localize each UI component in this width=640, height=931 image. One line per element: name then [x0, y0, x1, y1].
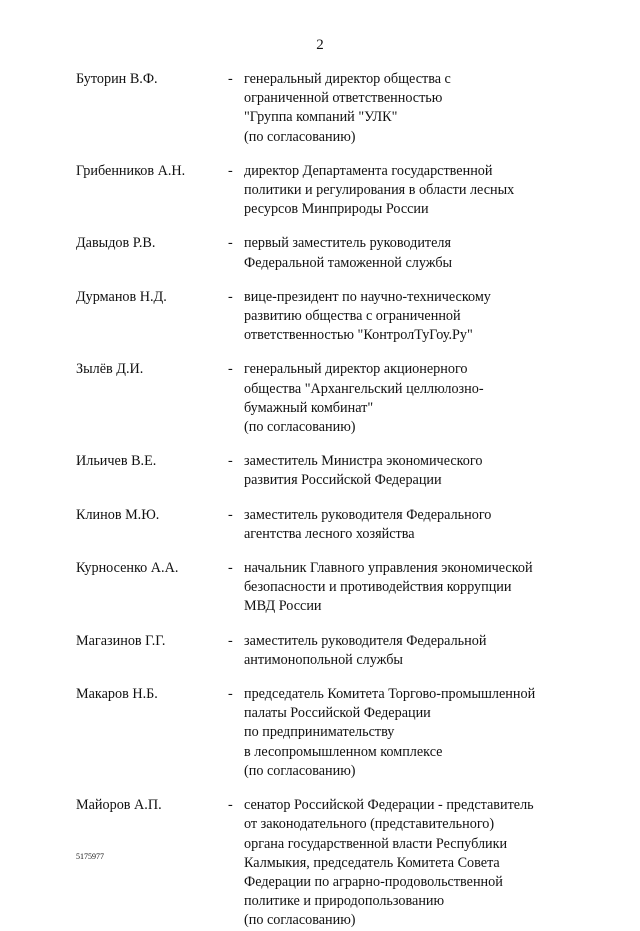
member-position [244, 360, 576, 437]
member-name: Грибенников А.Н. [76, 162, 186, 179]
position-line: ресурсов Минприроды России [244, 201, 429, 218]
position-line: генеральный директор общества с [244, 71, 451, 87]
dash-separator: - [228, 560, 233, 577]
member-name: Дурманов Н.Д. [76, 288, 167, 305]
member-position [244, 559, 576, 617]
position-line: Калмыкия, председатель Комитета Совета [244, 854, 500, 871]
member-name: Ильичев В.Е. [76, 453, 157, 470]
member-entry [76, 162, 576, 220]
member-entry [76, 506, 576, 544]
member-position [244, 162, 576, 220]
dash-separator: - [228, 235, 233, 252]
member-entry [76, 632, 576, 670]
position-line: агентства лесного хозяйства [244, 525, 415, 542]
member-position [244, 506, 576, 544]
position-line: председатель Комитета Торгово-промышленной [244, 686, 536, 703]
member-position [244, 288, 576, 346]
member-name: Зылёв Д.И. [76, 361, 144, 378]
position-line: общества "Архангельский целлюлозно- [244, 380, 484, 397]
page-number: 2 [316, 37, 324, 53]
member-name: Буторин В.Ф. [76, 71, 158, 87]
member-list [76, 70, 576, 931]
member-entry [76, 70, 576, 147]
dash-separator: - [228, 453, 233, 470]
member-name: Магазинов Г.Г. [76, 632, 166, 649]
position-line: развития Российской Федерации [244, 472, 442, 489]
dash-separator: - [228, 632, 233, 649]
member-entry [76, 452, 576, 490]
position-line: заместитель Министра экономического [244, 453, 483, 470]
member-position [244, 70, 576, 147]
position-line: МВД России [244, 598, 322, 615]
position-line: политики и регулирования в области лесных [244, 182, 515, 199]
position-line: (по согласованию) [244, 419, 356, 436]
position-line: (по согласованию) [244, 762, 356, 779]
member-name: Майоров А.П. [76, 797, 162, 814]
member-position [244, 632, 576, 670]
position-line: палаты Российской Федерации [244, 705, 431, 722]
position-line: вице-президент по научно-техническому [244, 288, 491, 305]
member-entry [76, 685, 576, 781]
position-line: Федерации по аграрно-продовольственной [244, 873, 503, 890]
position-line: заместитель руководителя Федеральной [244, 632, 487, 649]
position-line: безопасности и противодействия коррупции [244, 579, 512, 596]
position-line: антимонопольной службы [244, 651, 403, 668]
position-line: по предпринимательству [244, 724, 395, 741]
position-line: развитию общества с ограниченной [244, 308, 461, 325]
position-line: (по согласованию) [244, 128, 356, 145]
member-entry [76, 360, 576, 437]
position-line: ограниченной ответственностью [244, 90, 443, 107]
member-position [244, 685, 576, 781]
dash-separator: - [228, 162, 233, 179]
member-entry [76, 796, 576, 930]
member-name: Клинов М.Ю. [76, 506, 160, 523]
position-line: Федеральной таможенной службы [244, 254, 453, 271]
position-line: (по согласованию) [244, 912, 356, 929]
member-position [244, 452, 576, 490]
position-line: бумажный комбинат" [244, 399, 374, 416]
dash-separator: - [228, 797, 233, 814]
member-position [244, 234, 576, 272]
position-line: политике и природопользованию [244, 893, 445, 910]
member-entry [76, 288, 576, 346]
dash-separator: - [228, 361, 233, 378]
member-position [244, 796, 576, 930]
member-name: Курносенко А.А. [76, 560, 179, 577]
position-line: первый заместитель руководителя [244, 235, 452, 252]
position-line: "Группа компаний "УЛК" [244, 109, 398, 126]
position-line: от законодательного (представительного) [244, 816, 495, 833]
position-line: органа государственной власти Республики [244, 835, 508, 852]
position-line: сенатор Российской Федерации - представитель [244, 797, 534, 814]
dash-separator: - [228, 686, 233, 703]
member-name: Давыдов Р.В. [76, 235, 156, 252]
dash-separator: - [228, 288, 233, 305]
position-line: начальник Главного управления экономической [244, 560, 533, 577]
dash-separator: - [228, 71, 233, 87]
member-entry [76, 559, 576, 617]
position-line: генеральный директор акционерного [244, 361, 468, 378]
member-entry [76, 234, 576, 272]
position-line: заместитель руководителя Федерального [244, 506, 492, 523]
position-line: в лесопромышленном комплексе [244, 743, 443, 760]
member-name: Макаров Н.Б. [76, 686, 158, 703]
position-line: ответственностью "КонтролТуГоу.Ру" [244, 327, 473, 344]
dash-separator: - [228, 506, 233, 523]
document-code: 5175977 [76, 852, 104, 861]
position-line: директор Департамента государственной [244, 162, 493, 179]
